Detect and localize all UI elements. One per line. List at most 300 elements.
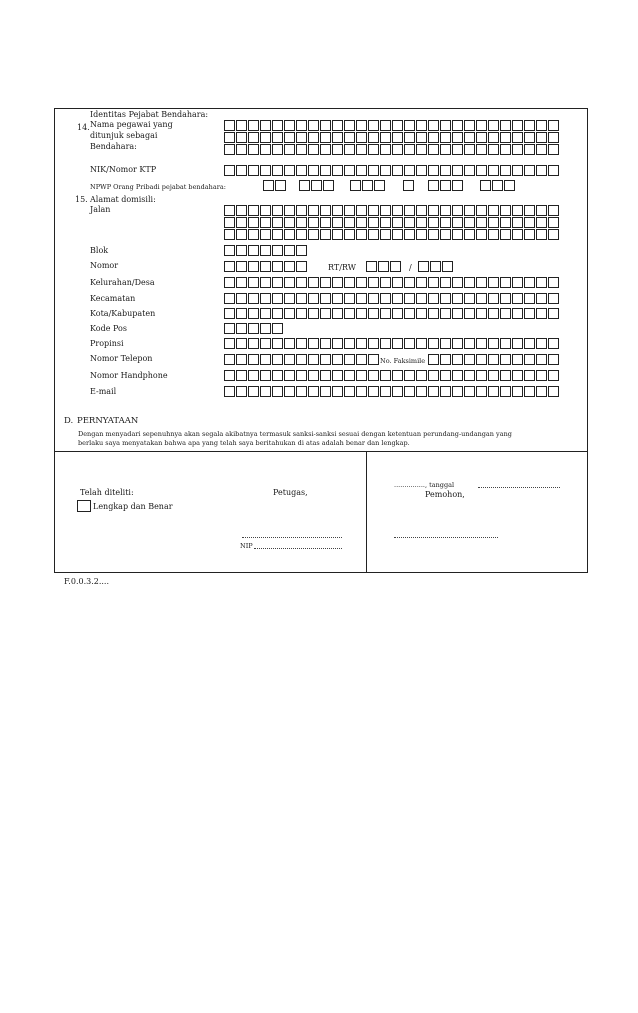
char-box[interactable]	[380, 293, 391, 304]
char-box[interactable]	[248, 229, 259, 240]
char-box[interactable]	[308, 338, 319, 349]
char-box[interactable]	[260, 323, 271, 334]
char-box[interactable]	[320, 338, 331, 349]
char-box[interactable]	[320, 370, 331, 381]
propinsi-field[interactable]	[224, 338, 560, 349]
char-box[interactable]	[236, 261, 247, 272]
char-box[interactable]	[416, 293, 427, 304]
char-box[interactable]	[284, 120, 295, 131]
char-box[interactable]	[368, 354, 379, 365]
char-box[interactable]	[440, 370, 451, 381]
char-box[interactable]	[480, 180, 491, 191]
char-box[interactable]	[524, 277, 535, 288]
char-box[interactable]	[464, 277, 475, 288]
char-box[interactable]	[356, 205, 367, 216]
char-box[interactable]	[308, 120, 319, 131]
char-box[interactable]	[272, 120, 283, 131]
char-box[interactable]	[536, 217, 547, 228]
char-box[interactable]	[224, 132, 235, 143]
char-box[interactable]	[380, 370, 391, 381]
char-box-row[interactable]	[263, 180, 287, 191]
char-box[interactable]	[248, 370, 259, 381]
char-box[interactable]	[260, 120, 271, 131]
char-box[interactable]	[296, 338, 307, 349]
char-box[interactable]	[440, 277, 451, 288]
char-box[interactable]	[500, 308, 511, 319]
char-box[interactable]	[488, 120, 499, 131]
char-box[interactable]	[275, 180, 286, 191]
char-box[interactable]	[380, 205, 391, 216]
char-box[interactable]	[296, 261, 307, 272]
char-box[interactable]	[464, 217, 475, 228]
char-box[interactable]	[356, 229, 367, 240]
char-box[interactable]	[380, 165, 391, 176]
char-box[interactable]	[260, 354, 271, 365]
char-box[interactable]	[440, 229, 451, 240]
char-box[interactable]	[236, 323, 247, 334]
char-box[interactable]	[260, 338, 271, 349]
tanggal-line[interactable]	[478, 487, 560, 488]
char-box[interactable]	[464, 386, 475, 397]
char-box[interactable]	[418, 261, 429, 272]
char-box[interactable]	[296, 144, 307, 155]
char-box[interactable]	[428, 293, 439, 304]
char-box[interactable]	[488, 165, 499, 176]
char-box[interactable]	[296, 217, 307, 228]
char-box[interactable]	[488, 308, 499, 319]
char-box[interactable]	[452, 165, 463, 176]
char-box[interactable]	[488, 217, 499, 228]
char-box[interactable]	[416, 308, 427, 319]
char-box[interactable]	[350, 180, 361, 191]
char-box[interactable]	[488, 338, 499, 349]
char-box[interactable]	[368, 293, 379, 304]
char-box[interactable]	[224, 229, 235, 240]
char-box[interactable]	[308, 132, 319, 143]
char-box[interactable]	[524, 308, 535, 319]
char-box[interactable]	[260, 386, 271, 397]
char-box[interactable]	[356, 354, 367, 365]
char-box[interactable]	[248, 308, 259, 319]
char-box[interactable]	[308, 229, 319, 240]
char-box[interactable]	[272, 338, 283, 349]
char-box[interactable]	[296, 370, 307, 381]
char-box[interactable]	[512, 338, 523, 349]
char-box[interactable]	[476, 338, 487, 349]
char-box-row[interactable]	[224, 144, 560, 155]
char-box[interactable]	[390, 261, 401, 272]
char-box[interactable]	[464, 165, 475, 176]
char-box[interactable]	[356, 308, 367, 319]
faks-field[interactable]	[428, 354, 560, 365]
char-box[interactable]	[248, 144, 259, 155]
char-box[interactable]	[500, 229, 511, 240]
char-box[interactable]	[512, 120, 523, 131]
char-box[interactable]	[272, 293, 283, 304]
char-box[interactable]	[320, 354, 331, 365]
char-box-row[interactable]	[403, 180, 415, 191]
char-box[interactable]	[392, 386, 403, 397]
char-box[interactable]	[332, 308, 343, 319]
char-box[interactable]	[392, 308, 403, 319]
char-box[interactable]	[368, 229, 379, 240]
char-box[interactable]	[536, 132, 547, 143]
char-box[interactable]	[332, 354, 343, 365]
char-box[interactable]	[248, 261, 259, 272]
char-box[interactable]	[332, 229, 343, 240]
char-box[interactable]	[524, 354, 535, 365]
petugas-signature-line[interactable]	[242, 537, 342, 538]
char-box-row[interactable]	[480, 180, 516, 191]
char-box[interactable]	[392, 277, 403, 288]
char-box[interactable]	[224, 245, 235, 256]
char-box[interactable]	[404, 308, 415, 319]
char-box[interactable]	[308, 217, 319, 228]
char-box[interactable]	[452, 370, 463, 381]
char-box[interactable]	[284, 354, 295, 365]
char-box[interactable]	[452, 308, 463, 319]
char-box[interactable]	[392, 132, 403, 143]
char-box[interactable]	[452, 386, 463, 397]
char-box[interactable]	[500, 120, 511, 131]
char-box[interactable]	[512, 370, 523, 381]
char-box[interactable]	[356, 293, 367, 304]
char-box[interactable]	[404, 277, 415, 288]
char-box[interactable]	[356, 338, 367, 349]
char-box[interactable]	[224, 323, 235, 334]
char-box[interactable]	[368, 370, 379, 381]
char-box[interactable]	[236, 245, 247, 256]
char-box[interactable]	[224, 205, 235, 216]
char-box[interactable]	[428, 120, 439, 131]
char-box[interactable]	[452, 338, 463, 349]
char-box[interactable]	[404, 293, 415, 304]
char-box[interactable]	[476, 386, 487, 397]
char-box[interactable]	[236, 354, 247, 365]
char-box[interactable]	[272, 323, 283, 334]
char-box[interactable]	[548, 370, 559, 381]
char-box[interactable]	[512, 354, 523, 365]
char-box[interactable]	[260, 293, 271, 304]
char-box[interactable]	[332, 386, 343, 397]
char-box[interactable]	[392, 229, 403, 240]
char-box[interactable]	[332, 120, 343, 131]
char-box[interactable]	[524, 293, 535, 304]
char-box[interactable]	[416, 386, 427, 397]
char-box[interactable]	[308, 205, 319, 216]
char-box[interactable]	[548, 229, 559, 240]
char-box[interactable]	[428, 144, 439, 155]
char-box[interactable]	[452, 120, 463, 131]
char-box[interactable]	[320, 205, 331, 216]
char-box[interactable]	[296, 354, 307, 365]
char-box[interactable]	[524, 205, 535, 216]
char-box[interactable]	[236, 144, 247, 155]
char-box[interactable]	[224, 217, 235, 228]
char-box[interactable]	[248, 354, 259, 365]
char-box[interactable]	[500, 205, 511, 216]
char-box[interactable]	[512, 386, 523, 397]
char-box[interactable]	[440, 165, 451, 176]
char-box[interactable]	[320, 277, 331, 288]
email-field[interactable]	[224, 386, 560, 397]
char-box[interactable]	[332, 293, 343, 304]
char-box[interactable]	[380, 277, 391, 288]
char-box[interactable]	[428, 132, 439, 143]
char-box[interactable]	[500, 370, 511, 381]
char-box[interactable]	[284, 293, 295, 304]
char-box[interactable]	[440, 120, 451, 131]
char-box[interactable]	[236, 205, 247, 216]
char-box[interactable]	[332, 132, 343, 143]
char-box[interactable]	[512, 205, 523, 216]
kota-field[interactable]	[224, 308, 560, 319]
char-box[interactable]	[524, 229, 535, 240]
char-box[interactable]	[500, 277, 511, 288]
char-box[interactable]	[260, 245, 271, 256]
char-box[interactable]	[344, 205, 355, 216]
char-box[interactable]	[236, 338, 247, 349]
char-box[interactable]	[248, 120, 259, 131]
char-box[interactable]	[524, 120, 535, 131]
char-box[interactable]	[224, 165, 235, 176]
char-box[interactable]	[260, 144, 271, 155]
char-box[interactable]	[332, 338, 343, 349]
char-box[interactable]	[374, 180, 385, 191]
char-box[interactable]	[464, 229, 475, 240]
char-box[interactable]	[284, 245, 295, 256]
char-box[interactable]	[308, 308, 319, 319]
char-box[interactable]	[536, 120, 547, 131]
char-box[interactable]	[320, 120, 331, 131]
rt-field[interactable]	[366, 261, 402, 272]
char-box[interactable]	[392, 205, 403, 216]
rw-field[interactable]	[418, 261, 454, 272]
char-box[interactable]	[500, 338, 511, 349]
char-box[interactable]	[392, 165, 403, 176]
char-box[interactable]	[284, 308, 295, 319]
char-box[interactable]	[248, 386, 259, 397]
char-box[interactable]	[524, 165, 535, 176]
char-box[interactable]	[296, 120, 307, 131]
char-box[interactable]	[440, 180, 451, 191]
char-box[interactable]	[272, 165, 283, 176]
char-box[interactable]	[320, 217, 331, 228]
char-box[interactable]	[296, 245, 307, 256]
char-box[interactable]	[344, 338, 355, 349]
char-box[interactable]	[500, 293, 511, 304]
char-box[interactable]	[284, 277, 295, 288]
char-box[interactable]	[224, 261, 235, 272]
char-box[interactable]	[428, 338, 439, 349]
char-box[interactable]	[488, 370, 499, 381]
char-box[interactable]	[344, 308, 355, 319]
char-box[interactable]	[380, 120, 391, 131]
char-box[interactable]	[464, 120, 475, 131]
char-box[interactable]	[392, 144, 403, 155]
char-box[interactable]	[224, 120, 235, 131]
char-box[interactable]	[428, 277, 439, 288]
char-box[interactable]	[504, 180, 515, 191]
char-box[interactable]	[272, 261, 283, 272]
char-box[interactable]	[236, 165, 247, 176]
char-box[interactable]	[488, 229, 499, 240]
char-box[interactable]	[548, 165, 559, 176]
char-box[interactable]	[476, 217, 487, 228]
char-box[interactable]	[428, 180, 439, 191]
nik-field[interactable]	[224, 165, 560, 176]
kecamatan-field[interactable]	[224, 293, 560, 304]
char-box[interactable]	[404, 229, 415, 240]
char-box[interactable]	[403, 180, 414, 191]
char-box[interactable]	[416, 120, 427, 131]
char-box[interactable]	[236, 229, 247, 240]
char-box[interactable]	[392, 293, 403, 304]
char-box[interactable]	[548, 120, 559, 131]
char-box[interactable]	[512, 144, 523, 155]
char-box[interactable]	[392, 217, 403, 228]
char-box[interactable]	[416, 165, 427, 176]
char-box[interactable]	[236, 370, 247, 381]
char-box[interactable]	[344, 132, 355, 143]
char-box[interactable]	[344, 386, 355, 397]
char-box[interactable]	[248, 293, 259, 304]
char-box[interactable]	[260, 229, 271, 240]
char-box[interactable]	[296, 205, 307, 216]
char-box[interactable]	[524, 370, 535, 381]
char-box[interactable]	[428, 354, 439, 365]
char-box[interactable]	[392, 370, 403, 381]
char-box[interactable]	[536, 338, 547, 349]
char-box[interactable]	[488, 205, 499, 216]
char-box[interactable]	[248, 245, 259, 256]
char-box[interactable]	[272, 370, 283, 381]
char-box[interactable]	[296, 165, 307, 176]
char-box[interactable]	[512, 217, 523, 228]
char-box[interactable]	[440, 132, 451, 143]
char-box[interactable]	[368, 132, 379, 143]
char-box[interactable]	[296, 229, 307, 240]
char-box[interactable]	[356, 132, 367, 143]
char-box[interactable]	[344, 370, 355, 381]
char-box[interactable]	[368, 338, 379, 349]
char-box[interactable]	[344, 354, 355, 365]
char-box[interactable]	[524, 217, 535, 228]
pemohon-signature-line[interactable]	[394, 537, 498, 538]
char-box[interactable]	[512, 308, 523, 319]
char-box[interactable]	[536, 370, 547, 381]
char-box[interactable]	[452, 293, 463, 304]
char-box[interactable]	[512, 277, 523, 288]
char-box[interactable]	[404, 144, 415, 155]
char-box[interactable]	[308, 386, 319, 397]
lengkap-checkbox[interactable]	[77, 500, 91, 512]
char-box[interactable]	[536, 229, 547, 240]
char-box[interactable]	[284, 217, 295, 228]
char-box[interactable]	[536, 308, 547, 319]
char-box[interactable]	[440, 217, 451, 228]
char-box[interactable]	[536, 354, 547, 365]
char-box[interactable]	[428, 308, 439, 319]
char-box[interactable]	[404, 132, 415, 143]
char-box[interactable]	[440, 386, 451, 397]
char-box[interactable]	[380, 217, 391, 228]
char-box[interactable]	[380, 386, 391, 397]
char-box[interactable]	[248, 217, 259, 228]
char-box-row[interactable]	[224, 132, 560, 143]
char-box[interactable]	[416, 217, 427, 228]
char-box[interactable]	[464, 354, 475, 365]
char-box[interactable]	[344, 217, 355, 228]
telepon-field[interactable]	[224, 354, 380, 365]
char-box[interactable]	[452, 277, 463, 288]
char-box[interactable]	[236, 120, 247, 131]
char-box[interactable]	[356, 120, 367, 131]
char-box[interactable]	[476, 370, 487, 381]
char-box[interactable]	[356, 277, 367, 288]
char-box[interactable]	[368, 205, 379, 216]
char-box-row[interactable]	[299, 180, 335, 191]
char-box[interactable]	[236, 293, 247, 304]
nomor-field[interactable]	[224, 261, 308, 272]
char-box[interactable]	[416, 205, 427, 216]
char-box[interactable]	[248, 205, 259, 216]
char-box[interactable]	[440, 308, 451, 319]
char-box[interactable]	[524, 338, 535, 349]
char-box[interactable]	[224, 354, 235, 365]
char-box[interactable]	[500, 165, 511, 176]
char-box[interactable]	[512, 293, 523, 304]
char-box[interactable]	[440, 144, 451, 155]
char-box[interactable]	[272, 132, 283, 143]
char-box[interactable]	[272, 205, 283, 216]
char-box[interactable]	[476, 277, 487, 288]
char-box[interactable]	[512, 229, 523, 240]
char-box[interactable]	[320, 293, 331, 304]
char-box[interactable]	[404, 205, 415, 216]
char-box[interactable]	[368, 165, 379, 176]
char-box[interactable]	[344, 120, 355, 131]
char-box[interactable]	[332, 370, 343, 381]
char-box[interactable]	[548, 277, 559, 288]
char-box[interactable]	[308, 293, 319, 304]
char-box[interactable]	[248, 132, 259, 143]
char-box[interactable]	[260, 370, 271, 381]
char-box[interactable]	[524, 144, 535, 155]
char-box[interactable]	[452, 229, 463, 240]
char-box[interactable]	[488, 277, 499, 288]
char-box[interactable]	[488, 293, 499, 304]
char-box[interactable]	[368, 217, 379, 228]
char-box[interactable]	[308, 165, 319, 176]
char-box[interactable]	[548, 386, 559, 397]
char-box[interactable]	[476, 229, 487, 240]
char-box[interactable]	[272, 308, 283, 319]
char-box[interactable]	[548, 308, 559, 319]
kelurahan-field[interactable]	[224, 277, 560, 288]
char-box[interactable]	[320, 386, 331, 397]
char-box[interactable]	[272, 144, 283, 155]
char-box[interactable]	[464, 293, 475, 304]
char-box[interactable]	[284, 386, 295, 397]
char-box[interactable]	[536, 293, 547, 304]
char-box[interactable]	[356, 217, 367, 228]
char-box[interactable]	[416, 370, 427, 381]
char-box[interactable]	[536, 144, 547, 155]
char-box[interactable]	[368, 277, 379, 288]
char-box[interactable]	[362, 180, 373, 191]
char-box[interactable]	[320, 308, 331, 319]
